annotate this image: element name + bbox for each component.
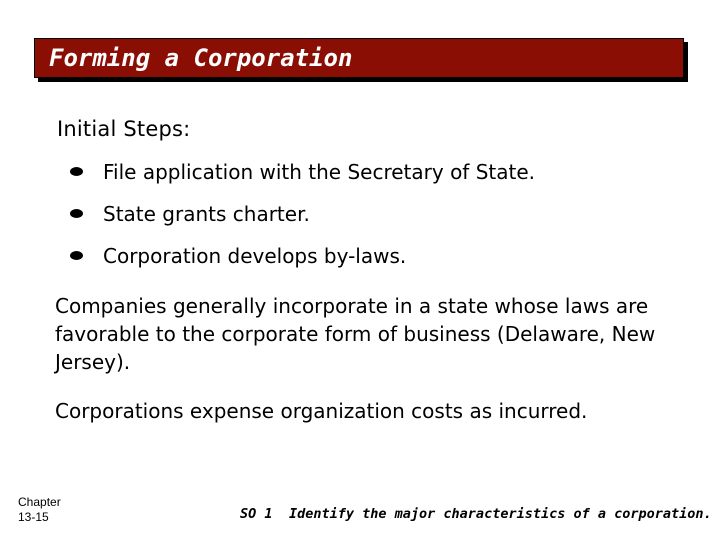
study-objective-text: Identify the major characteristics of a corporation. bbox=[289, 506, 712, 522]
bullet-item bbox=[70, 155, 535, 197]
bullet-dot-icon bbox=[70, 167, 83, 176]
slide-title: Forming a Corporation bbox=[49, 44, 353, 72]
bullet-item bbox=[70, 239, 535, 281]
chapter-text: Chapter bbox=[18, 495, 61, 509]
title-bar bbox=[34, 38, 684, 78]
paragraph-incorporation-states: Companies generally incorporate in a state whose laws are favorable to the corporate form of business (Delaware, New Jersey). bbox=[55, 294, 656, 374]
bullet-text: File application with the Secretary of State. bbox=[103, 160, 536, 184]
study-objective-code: SO 1 bbox=[240, 506, 273, 522]
bullet-text: State grants charter. bbox=[103, 202, 310, 226]
paragraph-organization-costs: Corporations expense organization costs as incurred. bbox=[55, 399, 588, 423]
bullet-item bbox=[70, 197, 535, 239]
bullet-list bbox=[70, 155, 535, 281]
bullet-dot-icon bbox=[70, 251, 83, 260]
chapter-label bbox=[18, 495, 61, 525]
bullet-dot-icon bbox=[70, 209, 83, 218]
bullet-text: Corporation develops by-laws. bbox=[103, 244, 407, 268]
subheading-initial-steps: Initial Steps: bbox=[57, 117, 191, 141]
page-number: 13-15 bbox=[18, 510, 49, 524]
